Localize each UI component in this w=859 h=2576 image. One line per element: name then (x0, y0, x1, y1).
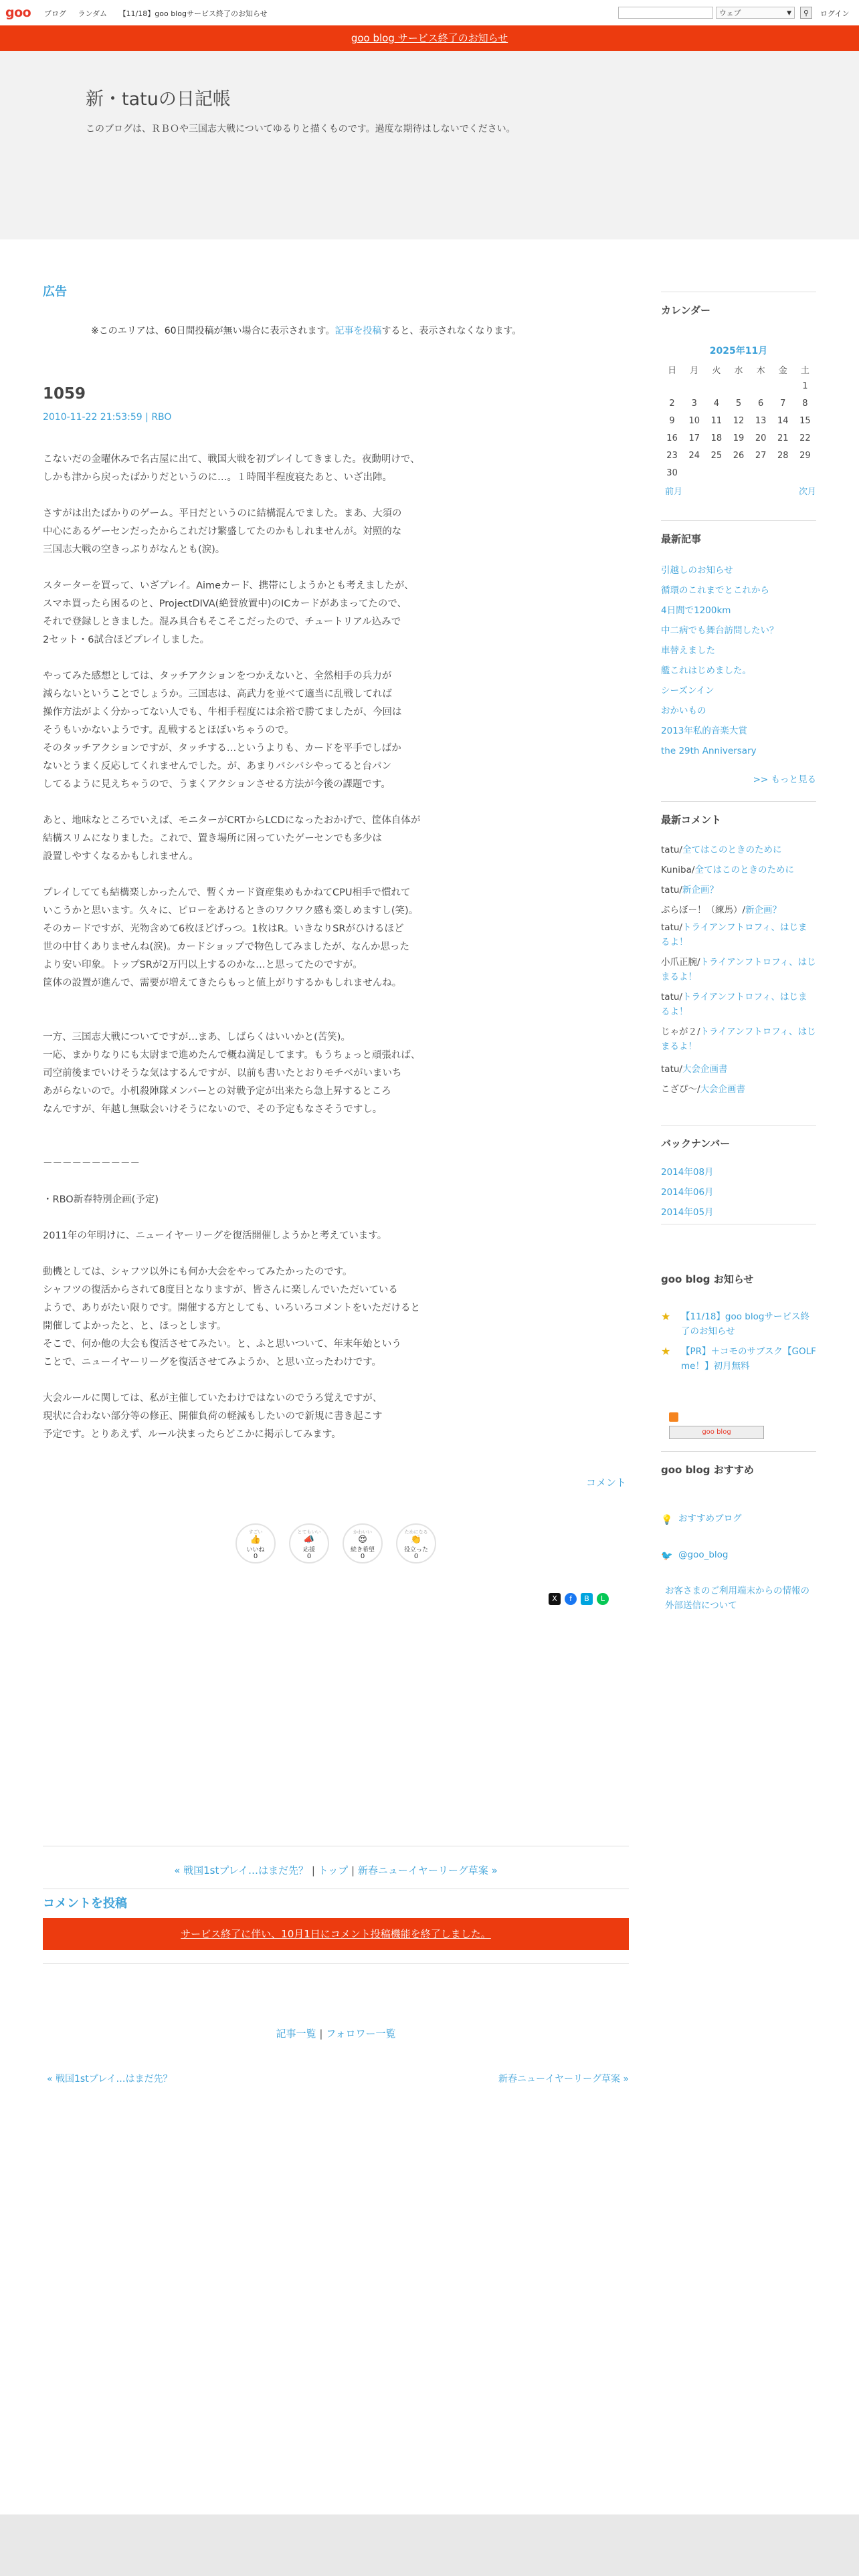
calendar-day: 19 (733, 433, 745, 443)
bottom-next-link[interactable]: 新春ニューイヤーリーグ草案 » (498, 2074, 629, 2084)
calendar-day: 16 (666, 433, 678, 443)
top-link[interactable]: トップ (318, 1864, 349, 1876)
calendar-day: 8 (802, 398, 808, 409)
goo-notice-text: 【PR】＋コモのサブスク【GOLF me！】初月無料 (681, 1346, 816, 1372)
nav-service-end-link[interactable]: 【11/18】goo blogサービス終了のお知らせ (118, 9, 268, 18)
login-link[interactable]: ログイン (820, 9, 850, 18)
calendar-prev-link[interactable]: 前月 (665, 487, 683, 497)
calendar-day: 22 (799, 433, 811, 443)
recent-comment: ぷらぼー！（練馬）/新企画？ (661, 905, 782, 916)
comment-entry-link[interactable]: 全てはこのときのために (694, 865, 794, 875)
calendar-day: 30 (666, 467, 678, 478)
search-scope-select[interactable] (716, 7, 795, 19)
recent-comment: じゃが２/トライアンフトロフィ、はじまるよ！ (661, 1027, 816, 1052)
reaction-buttons (235, 1523, 503, 1570)
entry-date[interactable]: 2010-11-22 21:53:59 (43, 412, 142, 423)
star-icon: ★ (661, 1345, 671, 1358)
global-header (0, 0, 859, 26)
recent-comment: tatu/トライアンフトロフィ、はじまるよ！ (661, 922, 807, 948)
entry-navigation (43, 1863, 629, 1877)
reaction-label: すごい (248, 1529, 263, 1535)
calendar-day (772, 464, 794, 481)
ad-note-text: ※このエリアは、60日間投稿が無い場合に表示されます。 (91, 326, 335, 336)
goo-logo[interactable]: goo (5, 5, 31, 20)
comment-entry-link[interactable]: トライアンフトロフィ、はじまるよ！ (661, 992, 807, 1017)
nav-separator: | (351, 1864, 355, 1876)
entry-list-link[interactable]: 記事一覧 (276, 2028, 316, 2040)
nav-blog-link[interactable]: ブログ (44, 9, 66, 18)
reaction-like-button[interactable] (235, 1523, 276, 1564)
lightbulb-icon: 💡 (661, 1515, 673, 1525)
more-entries-link[interactable]: >> もっと見る (753, 774, 816, 785)
reaction-count: 0 (360, 1553, 365, 1560)
rss-icon[interactable] (669, 1412, 678, 1422)
calendar-dow: 火 (712, 365, 721, 376)
calendar-day (727, 377, 749, 395)
reaction-name: 役立った (403, 1547, 428, 1553)
calendar-dow: 日 (668, 365, 677, 376)
back-numbers-title: バックナンバー (661, 1125, 816, 1150)
calendar-day: 29 (799, 450, 811, 461)
reaction-count: 0 (253, 1553, 258, 1560)
calendar-day: 25 (710, 450, 723, 461)
comment-user: こざぴ～ (661, 1084, 697, 1095)
back-number-link[interactable]: 2014年08月 (661, 1167, 714, 1178)
reaction-cheer-button[interactable] (289, 1523, 329, 1564)
chevron-down-icon: ▼ (787, 10, 791, 17)
recent-comments-title: 最新コメント (661, 801, 816, 827)
ad-post-link[interactable]: 記事を投稿 (335, 326, 382, 336)
reaction-useful-button[interactable] (396, 1523, 436, 1564)
calendar-day (750, 377, 772, 395)
entry-paragraph: こないだの金曜休みで名古屋に出て、戦国大戦を初プレイしてきました。夜動明けで、 しかも津から戻ったばかりだというのに…。１時間半程度寝たあと、いざ出陣。 (43, 454, 420, 483)
reaction-more-button[interactable] (343, 1523, 383, 1564)
comment-user: じゃが２ (661, 1027, 697, 1037)
follower-list-link[interactable]: フォロワー一覧 (326, 2028, 396, 2040)
share-facebook-icon[interactable]: f (565, 1593, 577, 1605)
calendar-day: 20 (755, 433, 767, 443)
recent-entry-link[interactable]: シーズンイン (661, 685, 714, 696)
back-number-link[interactable]: 2014年05月 (661, 1207, 714, 1218)
recent-comment: tatu/大会企画書 (661, 1064, 728, 1075)
search-button[interactable] (800, 7, 812, 19)
entry-paragraph: 一方、三国志大戦についてですが…まあ、しばらくはいいかと(苦笑)。 一応、まかりなりにも太尉まで進めたんで概ね満足してます。もうちょっと頑張れば、 司空前後までいけそうな気はするんですが、以前も書いたとおりモチベがいまいち あがらないので。小机殺陣隊メンバーとの対戦予定が出来たら急上昇するところ なんですが、年越し無駄会いけそうにないので、その予定もなさそうですし。 (43, 1032, 421, 1115)
comment-closed-text: サービス終了に伴い、10月1日にコメント投稿機能を終了しました。 (181, 1928, 491, 1940)
list-links (43, 2026, 629, 2040)
recent-comment: tatu/トライアンフトロフィ、はじまるよ！ (661, 992, 807, 1017)
reaction-name: 応援 (302, 1547, 315, 1553)
calendar-day: 11 (710, 415, 723, 426)
comment-entry-link[interactable]: 新企画？ (745, 905, 782, 916)
comment-user: 小爪正腕 (661, 957, 697, 968)
calendar-day: 28 (777, 450, 789, 461)
recommend-item[interactable] (661, 1547, 816, 1562)
entry-paragraph: スターターを買って、いざプレイ。Aimeカード、携帯にしようかとも考えましたが、 スマホ買ったら困るのと、ProjectDIVA(絶賛放置中)のICカードがあまってたので、 それで登録しときました。混み具合もそこそこだったので、チュートリアル込みで 2セット・6試合ほどプレイしました。 (43, 580, 414, 645)
external-transmission-link[interactable]: お客さまのご利用端末からの情報の外部送信について (665, 1586, 809, 1611)
calendar-dow: 土 (800, 365, 809, 376)
heart-eyes-icon: 😍 (358, 1535, 367, 1545)
calendar-day (794, 464, 816, 481)
ad-title: 広告 (43, 285, 67, 299)
comment-entry-link[interactable]: 大会企画書 (700, 1084, 746, 1095)
calendar-day: 2 (669, 398, 675, 409)
recommend-link: @goo_blog (678, 1549, 729, 1560)
entry-paragraph: やってみた感想としては、タッチアクションをつかえないと、全然相手の兵力が 減らないということでしょうか。三国志は、高武力を並べて適当に乱戦してれば 操作方法がよく分かってない人でも、牛相手程度には余裕で勝てましたが、今回は そうもいかないようです。乱戦するとほぼいちゃうので。 そのタッチアクションですが、タッチする…というよりも、カードを平手でしばか ないとうまく反応してくれませんでした。が、あまりバシバシやってると台パン してるように見えちゃうので、うまくアクションさせる方法が今後の課題です。 (43, 671, 402, 790)
bottom-prev-link[interactable]: « 戦国1stプレイ…はまだ先？ (47, 2074, 173, 2084)
recent-entry-link[interactable]: 2013年私的音楽大賞 (661, 726, 747, 736)
thumbs-up-icon: 👍 (250, 1535, 262, 1545)
recent-entry-link[interactable]: おかいもの (661, 706, 706, 716)
nav-separator: | (319, 2028, 323, 2040)
calendar-day: 6 (757, 398, 764, 409)
calendar-day (705, 377, 727, 395)
goo-notice-title: goo blog お知らせ (661, 1273, 754, 1285)
calendar-month: 2025年11月 (709, 346, 768, 356)
calendar-day: 17 (688, 433, 700, 443)
calendar-day: 18 (710, 433, 723, 443)
recommend-item[interactable] (661, 1511, 816, 1526)
twitter-icon: 🐦 (661, 1551, 673, 1562)
comment-user: tatu (661, 885, 680, 895)
blog-description: このブログは、ＲＢＯや三国志大戦についてゆるりと描くものです。過度な期待はしないでください。 (86, 124, 516, 134)
recent-comment: 小爪正腕/トライアンフトロフィ、はじまるよ！ (661, 957, 816, 982)
calendar-day: 10 (688, 415, 700, 426)
calendar-day: 7 (780, 398, 786, 409)
calendar-next-link[interactable]: 次月 (798, 487, 816, 497)
comment-closed-banner[interactable] (43, 1918, 629, 1950)
calendar-day: 13 (755, 415, 767, 426)
entry-paragraph: 動機としては、シャフツ以外にも何か大会をやってみたかったのです。 シャフツの復活からされて8度目となりますが、皆さんに楽しんでいただいている ようで、ありがたい限りです。開催する方としても、いろいろコメントをいただけると 開催してよかったと、と、ほっとします。 そこで、何か他の大会も復活させてみたい。と、ふと思いついて、年末年始という ことで、ニューイヤーリーグを復活させてみようか、と思い立ったわけです。 (43, 1267, 421, 1368)
recent-entry-link[interactable]: 中二病でも舞台訪問したい？ (661, 625, 779, 636)
footer (0, 2514, 859, 2576)
calendar-day: 1 (802, 381, 808, 391)
star-icon: ★ (661, 1310, 671, 1323)
search-input[interactable] (618, 7, 713, 19)
ad-note-text-end: すると、表示されなくなります。 (381, 326, 522, 336)
goo-blog-banner[interactable]: goo blog (669, 1426, 764, 1439)
comment-entry-link[interactable]: トライアンフトロフィ、はじまるよ！ (661, 1027, 816, 1052)
comment-user: ぷらぼー！（練馬） (661, 905, 743, 916)
entry-paragraph: プレイしてても結構楽しかったんで、暫くカード資産集めもかねてCPU相手で慣れて いこうかと思います。久々に、ピローをあけるときのワクワク感も楽しめますし(笑)。 そのカードですが、光物含めて6枚ほどげっつ。1枚はR。いきなりSRがひけるほど 世の中甘くありませんね(涙)。カードショップで物色してみましたが、なんか思った より安い印象。トップSRが2万円以上するのかな…と思ってたのですが。 筐体の設置が進んで、需要が増えてきたらもっと値上がりするかもしれませんね。 (43, 887, 419, 988)
comment-user: tatu (661, 992, 680, 1002)
calendar-dow: 月 (690, 365, 699, 376)
blog-title[interactable]: 新・tatuの日記帳 (86, 89, 231, 110)
comment-user: tatu (661, 845, 680, 855)
calendar-day: 4 (713, 398, 719, 409)
calendar-day (661, 377, 683, 395)
goo-notice-item[interactable] (661, 1309, 816, 1339)
entry-paragraph: 大会ルールに関しては、私が主催していたわけではないのでうろ覚えですが、 現状に合わない部分等の修正、開催負荷の軽減もしたいので新規に書き起こす 予定です。とりあえず、ルール決まったらどこかに掲示してみます。 (43, 1393, 383, 1440)
share-hatena-icon[interactable]: B (581, 1593, 593, 1605)
reaction-name: 続き希望 (350, 1547, 375, 1553)
calendar-day: 24 (688, 450, 700, 461)
calendar-title: カレンダー (661, 292, 816, 317)
goo-notice-list (661, 1309, 816, 1379)
entry-paragraph: さすがは出たばかりのゲーム。平日だというのに結構混んでました。まあ、大須の 中心にあるゲーセンだったからこれだけ繁盛してたのかもしれませんが。対照的な 三国志大戦の空きっぷりがなんとも(涙)。 (43, 508, 402, 555)
entry-title: 1059 (43, 385, 86, 403)
search-scope-value: ウェブ (719, 9, 741, 17)
entry-body (43, 451, 551, 1462)
back-numbers-list[interactable] (661, 1162, 816, 1218)
divider (43, 1963, 629, 1964)
recommend-link: おすすめブログ (678, 1513, 742, 1524)
recent-entries-list (661, 560, 816, 761)
comment-entry-link[interactable]: 新企画？ (682, 885, 719, 895)
blog-header (0, 51, 859, 239)
recent-entry-link[interactable]: 車替えました (661, 645, 715, 656)
recent-comment: tatu/全てはこのときのために (661, 845, 782, 855)
recent-comment: tatu/新企画？ (661, 885, 719, 895)
share-x-icon[interactable]: X (549, 1593, 561, 1605)
calendar-table (661, 361, 816, 481)
goo-notice-text: 【11/18】goo blogサービス終了のお知らせ (681, 1311, 809, 1337)
calendar (661, 344, 816, 481)
megaphone-icon: 📣 (303, 1535, 315, 1545)
calendar-dow: 金 (778, 365, 787, 376)
post-comment-title: コメントを投稿 (43, 1897, 127, 1911)
nav-separator: | (311, 1864, 315, 1876)
calendar-day: 9 (669, 415, 675, 426)
calendar-day: 21 (777, 433, 789, 443)
comment-entry-link[interactable]: 大会企画書 (682, 1064, 728, 1075)
recent-entry-link[interactable]: 4日間で1200km (661, 605, 731, 616)
reaction-label: ためになる (404, 1529, 428, 1535)
comment-user: Kuniba (661, 865, 692, 875)
reaction-label: かわいい (353, 1529, 372, 1535)
entry-paragraph: ・RBO新春特別企画(予定) (43, 1194, 159, 1205)
comment-entry-link[interactable]: 全てはこのときのために (682, 845, 782, 855)
goo-notice-item[interactable] (661, 1344, 816, 1374)
recent-entry-link[interactable]: 艦これはじめました。 (661, 665, 751, 676)
calendar-day (750, 464, 772, 481)
reaction-label: とてもいい (297, 1529, 321, 1535)
recent-entries-title: 最新記事 (661, 520, 816, 546)
calendar-day: 14 (777, 415, 789, 426)
comment-entry-link[interactable]: トライアンフトロフィ、はじまるよ！ (661, 922, 807, 948)
calendar-day (772, 377, 794, 395)
reaction-count: 0 (306, 1553, 312, 1560)
prev-entry-link[interactable]: « 戦国1stプレイ…はまだ先？ (174, 1864, 309, 1876)
calendar-day: 5 (735, 398, 742, 409)
calendar-day (705, 464, 727, 481)
calendar-day: 15 (799, 415, 811, 426)
calendar-day: 12 (733, 415, 745, 426)
comment-entry-link[interactable]: トライアンフトロフィ、はじまるよ！ (661, 957, 816, 982)
nav-random-link[interactable]: ランダム (78, 9, 108, 18)
recent-comment: Kuniba/全てはこのときのために (661, 865, 794, 875)
entry-category[interactable]: RBO (151, 412, 172, 423)
comment-user: tatu (661, 922, 680, 933)
service-end-banner-text: goo blog サービス終了のお知らせ (351, 32, 508, 44)
recent-comments-list (661, 840, 816, 1099)
recent-entry-link[interactable]: 引越しのお知らせ (661, 565, 733, 576)
calendar-day: 23 (666, 450, 678, 461)
recent-entry-link[interactable]: 循環のこれまでとこれから (661, 585, 769, 596)
recent-comment: こざぴ～/大会企画書 (661, 1084, 746, 1095)
service-end-banner[interactable] (0, 25, 859, 51)
global-nav (44, 8, 277, 19)
entry-paragraph: 2011年の年明けに、ニューイヤーリーグを復活開催しようかと考えています。 (43, 1230, 387, 1241)
calendar-day (683, 377, 705, 395)
calendar-day: 26 (733, 450, 745, 461)
calendar-day (727, 464, 749, 481)
entry-divider: －－－－－－－－－－ (43, 1158, 140, 1169)
calendar-day: 3 (691, 398, 697, 409)
comment-user: tatu (661, 1064, 680, 1075)
entry-meta: 2010-11-22 21:53:59 | RBO (43, 412, 172, 423)
ad-note (91, 324, 521, 337)
next-entry-link[interactable]: 新春ニューイヤーリーグ草案 » (357, 1864, 498, 1876)
clap-icon: 👏 (410, 1535, 422, 1545)
entry-paragraph: あと、地味なところでいえば、モニターがCRTからLCDになったおかげで、筐体自体が 結構スリムになりました。これで、置き場所に困っていたゲーセンでも多少は 設置しやすくなるかもしれません。 (43, 815, 421, 862)
recent-entry-link[interactable]: the 29th Anniversary (661, 746, 757, 756)
comment-link[interactable]: コメント (586, 1477, 627, 1489)
calendar-day (683, 464, 705, 481)
recommend-title: goo blog おすすめ (661, 1451, 816, 1477)
search-icon: ⚲ (803, 9, 809, 17)
reaction-count: 0 (413, 1553, 419, 1560)
share-line-icon[interactable]: L (597, 1593, 609, 1605)
reaction-name: いいね (246, 1547, 265, 1553)
calendar-dow: 水 (734, 365, 743, 376)
calendar-day: 27 (755, 450, 767, 461)
back-number-link[interactable]: 2014年06月 (661, 1187, 714, 1198)
calendar-dow: 木 (756, 365, 765, 376)
recommend-list (661, 1511, 816, 1613)
